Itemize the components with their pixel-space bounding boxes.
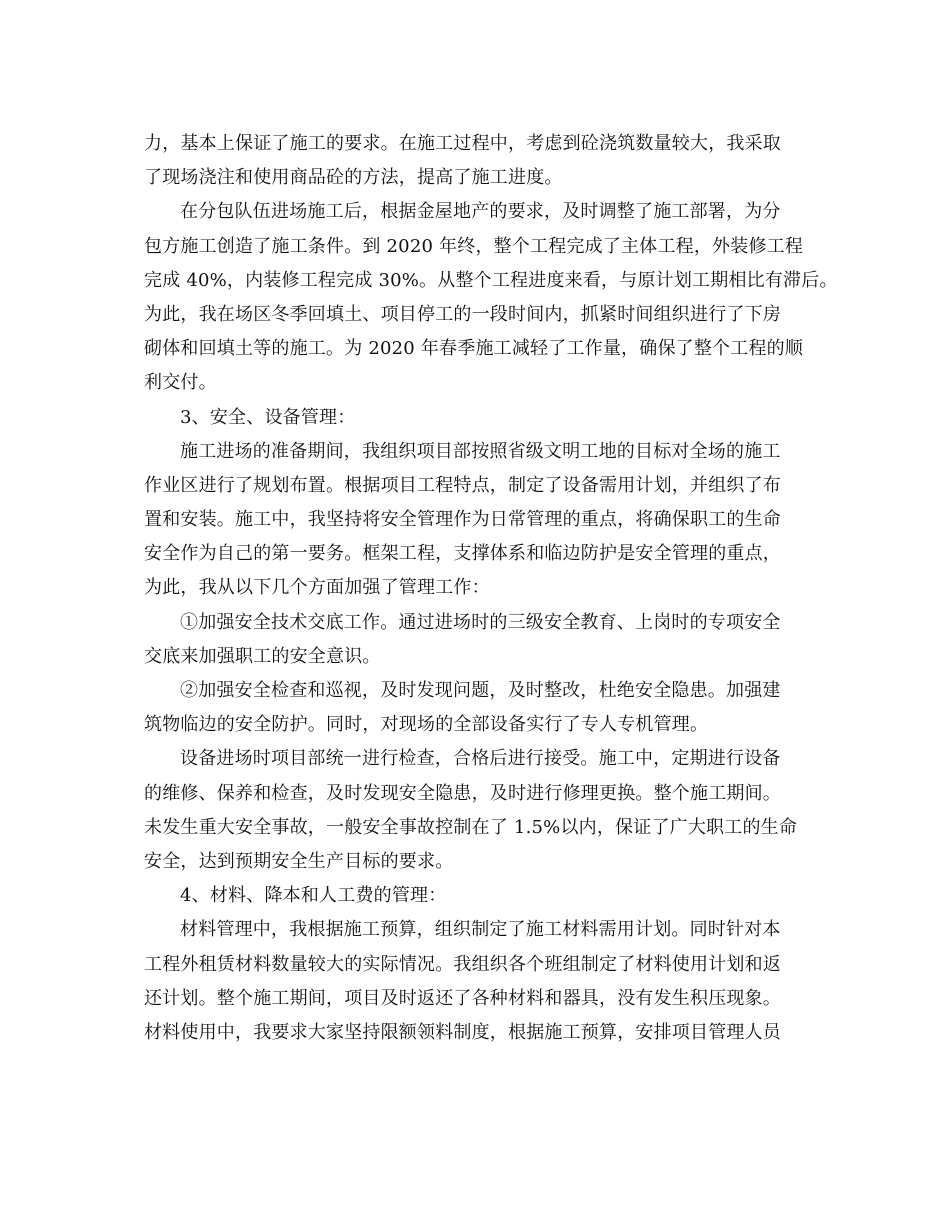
text-line: 作业区进行了规划布置。根据项目工程特点，制定了设备需用计划，并组织了布 [144,474,781,496]
text-line: 了现场浇注和使用商品砼的方法，提高了施工进度。 [144,167,563,189]
text-line: 工程外租赁材料数量较大的实际情况。我组织各个班组制定了材料使用计划和返 [144,953,781,975]
text-line: 安全，达到预期安全生产目标的要求。 [144,850,454,872]
text-line: 为此，我在场区冬季回填土、项目停工的一段时间内，抓紧时间组织进行了下房 [144,303,781,325]
text-line: 为此，我从以下几个方面加强了管理工作： [144,577,490,599]
text-line: 材料管理中，我根据施工预算，组织制定了施工材料需用计划。同时针对本 [180,919,781,941]
text-line: 利交付。 [144,372,217,394]
text-line: 筑物临边的安全防护。同时，对现场的全部设备实行了专人专机管理。 [144,714,709,736]
text-line: 力，基本上保证了施工的要求。在施工过程中，考虑到砼浇筑数量较大，我采取 [144,133,781,154]
text-line: 的维修、保养和检查，及时发现安全隐患，及时进行修理更换。整个施工期间。 [144,782,781,804]
text-line: 设备进场时项目部统一进行检查，合格后进行接受。施工中，定期进行设备 [180,748,781,770]
text-line: 材料使用中，我要求大家坚持限额领料制度，根据施工预算，安排项目管理人员 [144,1021,781,1043]
text-line: 交底来加强职工的安全意识。 [144,645,381,667]
text-line: 未发生重大安全事故，一般安全事故控制在了 1.5%以内，保证了广大职工的生命 [144,816,798,838]
text-line: 在分包队伍进场施工后，根据金屋地产的要求，及时调整了施工部署，为分 [180,201,781,223]
text-line: 施工进场的准备期间，我组织项目部按照省级文明工地的目标对全场的施工 [180,440,781,462]
section-heading: 3、安全、设备管理： [180,406,356,428]
body-text [144,127,838,1050]
text-line: ①加强安全技术交底工作。通过进场时的三级安全教育、上岗时的专项安全 [180,611,781,633]
text-line: 置和安装。施工中，我坚持将安全管理作为日常管理的重点，将确保职工的生命 [144,509,781,531]
text-line: 安全作为自己的第一要务。框架工程，支撑体系和临边防护是安全管理的重点， [144,543,781,565]
text-line: 砌体和回填土等的施工。为 2020 年春季施工减轻了工作量，确保了整个工程的顺 [144,338,804,360]
text-line: 包方施工创造了施工条件。到 2020 年终，整个工程完成了主体工程，外装修工程 [144,235,804,257]
text-line: 还计划。整个施工期间，项目及时返还了各种材料和器具，没有发生积压现象。 [144,987,781,1009]
text-line: ②加强安全检查和巡视，及时发现问题，及时整改，杜绝安全隐患。加强建 [180,680,781,701]
section-heading: 4、材料、降本和人工费的管理： [180,885,447,907]
text-line: 完成 40%，内装修工程完成 30%。从整个工程进度来看，与原计划工期相比有滞后。 [144,269,838,291]
